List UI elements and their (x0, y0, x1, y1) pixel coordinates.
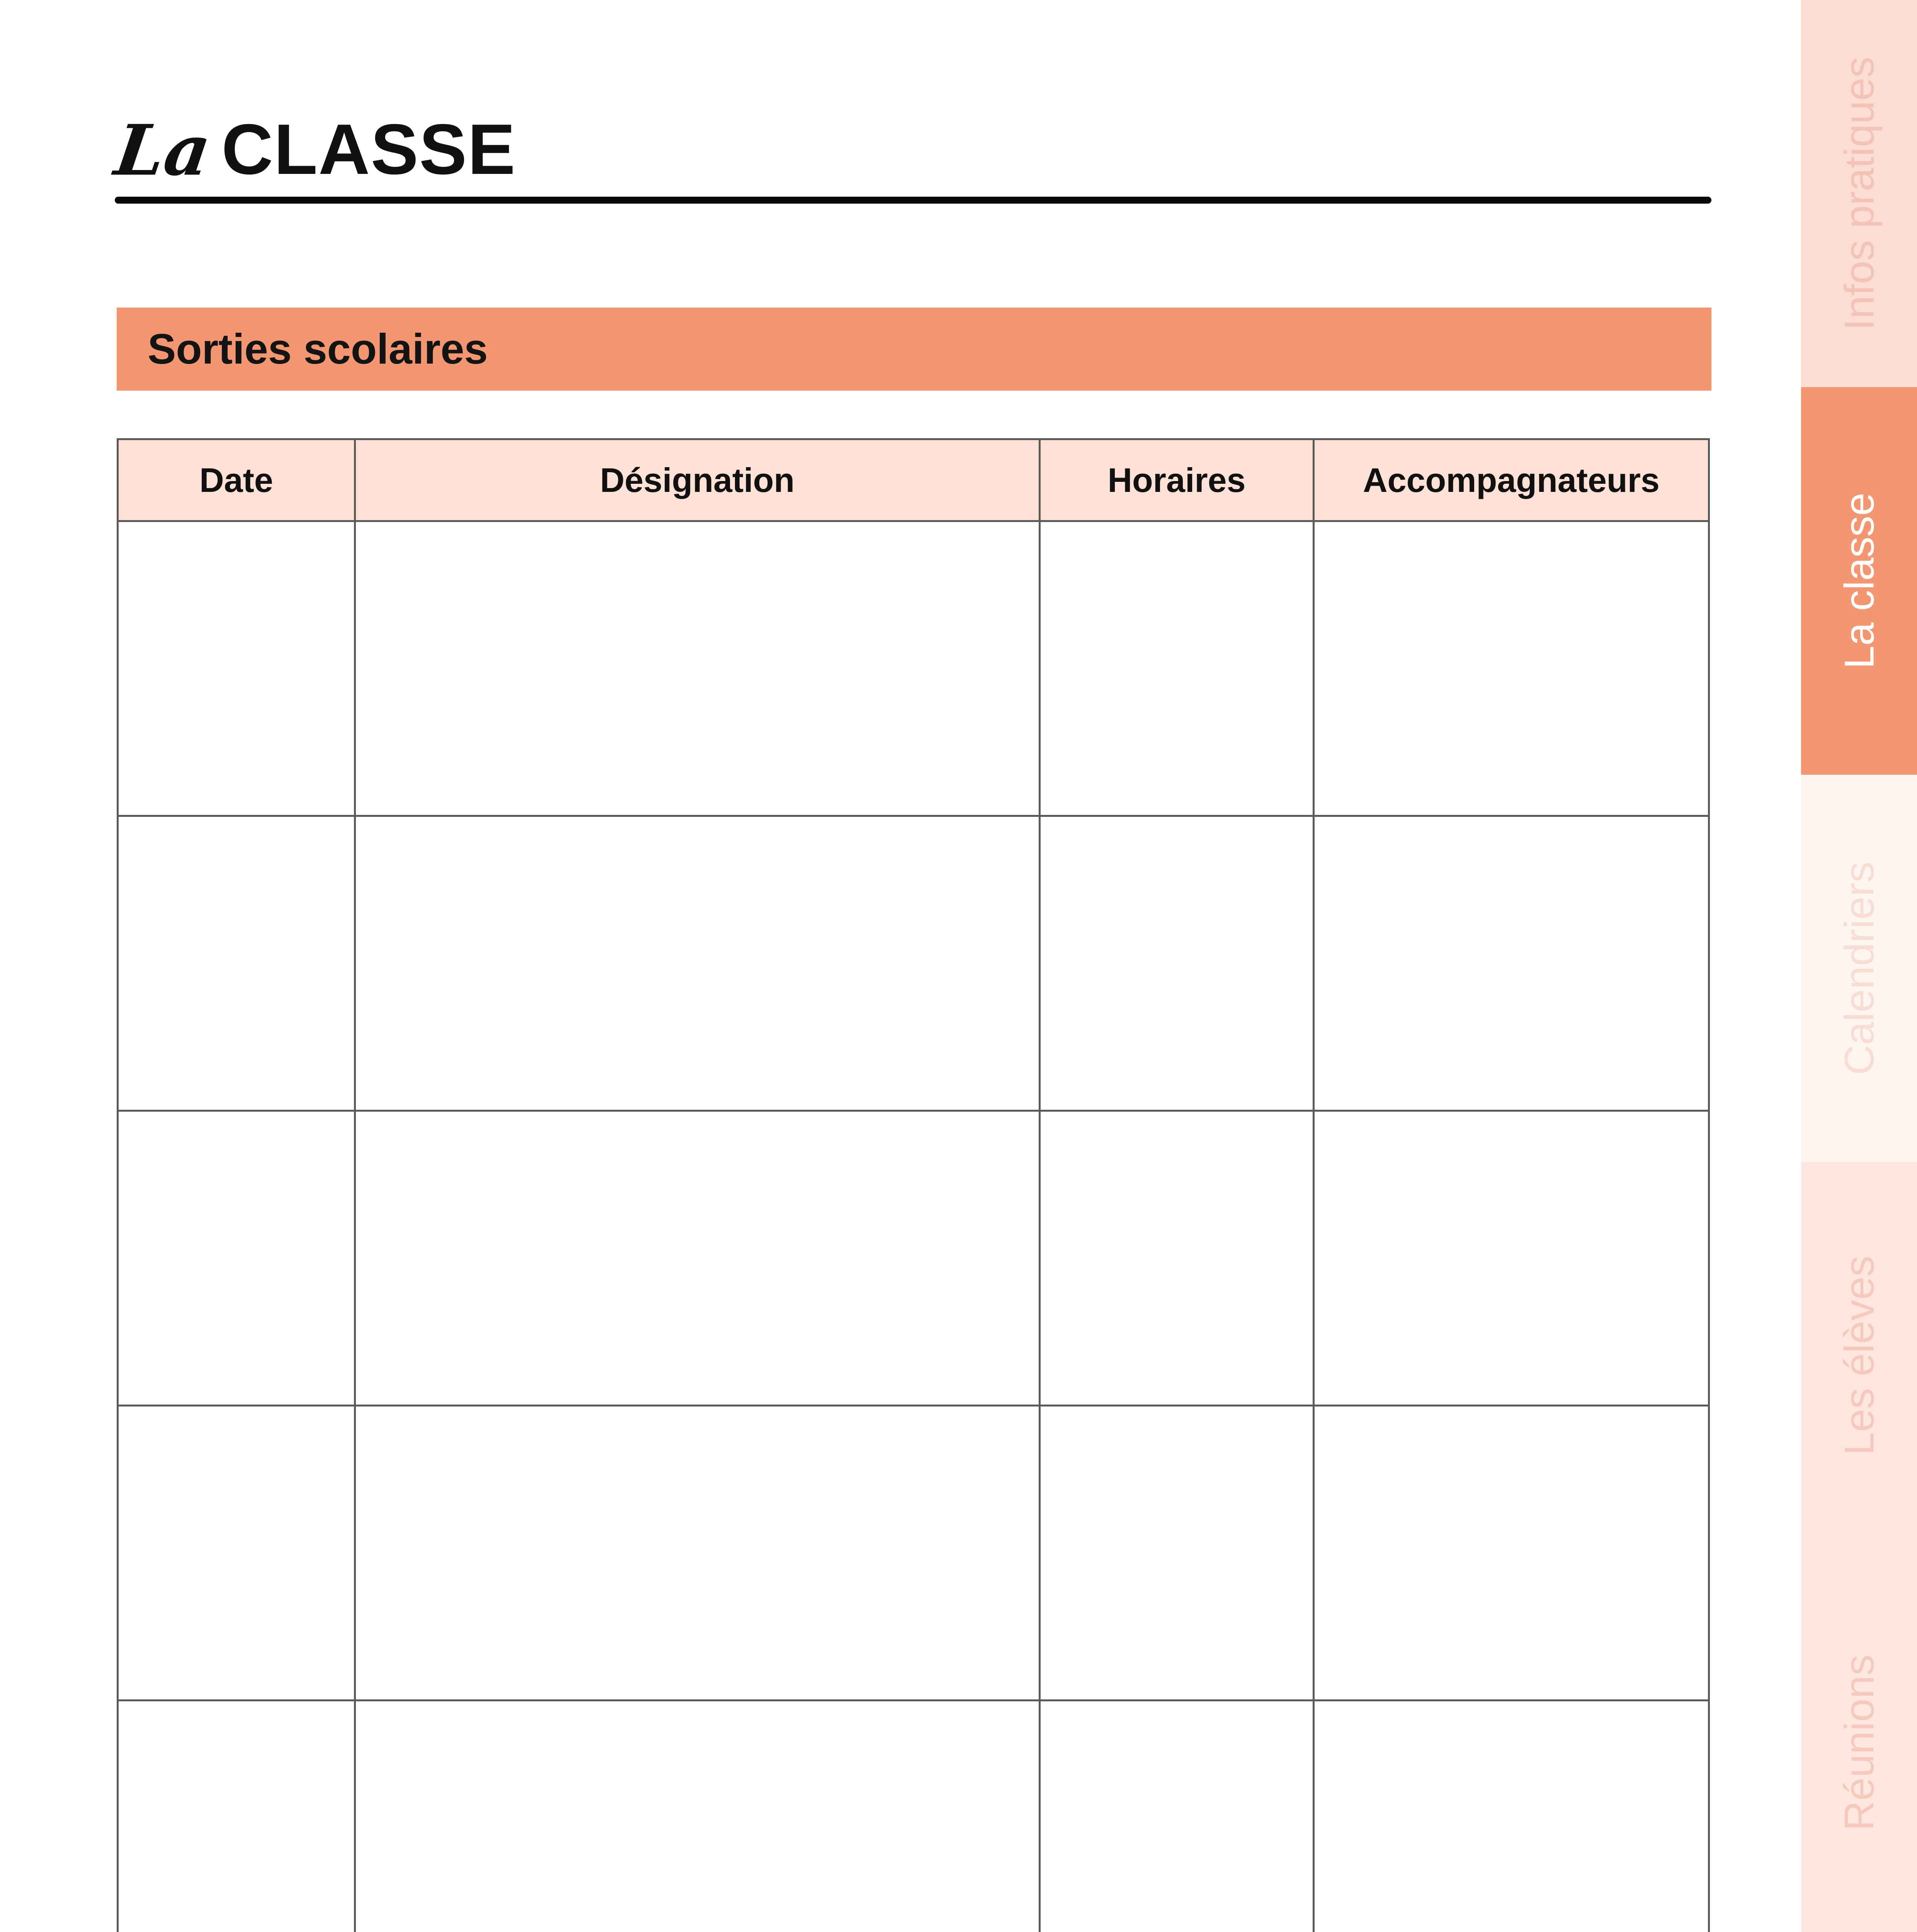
table-row (118, 521, 1709, 816)
table-header-row (118, 439, 1709, 521)
table-row (118, 816, 1709, 1111)
section-banner (117, 308, 1711, 391)
tab-la-classe[interactable] (1801, 387, 1917, 774)
tab-calendriers[interactable] (1801, 775, 1917, 1162)
horaires-cell[interactable] (1040, 1111, 1314, 1406)
column-header-designation: Désignation (355, 439, 1040, 521)
horaires-cell[interactable] (1040, 1406, 1314, 1701)
column-header-horaires: Horaires (1040, 439, 1314, 521)
accompagnateurs-cell[interactable] (1314, 1111, 1709, 1406)
accompagnateurs-cell[interactable] (1314, 1406, 1709, 1701)
section-title: Sorties scolaires (148, 325, 488, 373)
accompagnateurs-cell[interactable] (1314, 816, 1709, 1111)
tab-label: Les élèves (1835, 1255, 1883, 1456)
page-title-main: CLASSE (221, 110, 516, 189)
section-tabs (1801, 0, 1917, 1932)
tab-label: Infos pratiques (1835, 56, 1883, 331)
table-row (118, 1406, 1709, 1701)
accompagnateurs-cell[interactable] (1314, 1701, 1709, 1932)
table-row (118, 1701, 1709, 1932)
designation-cell[interactable] (355, 816, 1040, 1111)
date-cell[interactable] (118, 816, 355, 1111)
column-header-accompagnateurs: Accompagnateurs (1314, 439, 1709, 521)
designation-cell[interactable] (355, 521, 1040, 816)
tab-label: Réunions (1835, 1655, 1883, 1831)
designation-cell[interactable] (355, 1111, 1040, 1406)
tab-les-élèves[interactable] (1801, 1162, 1917, 1549)
horaires-cell[interactable] (1040, 816, 1314, 1111)
date-cell[interactable] (118, 521, 355, 816)
page-title (110, 97, 516, 191)
column-header-date: Date (118, 439, 355, 521)
date-cell[interactable] (118, 1406, 355, 1701)
horaires-cell[interactable] (1040, 1701, 1314, 1932)
tab-infos-pratiques[interactable] (1801, 0, 1917, 387)
designation-cell[interactable] (355, 1406, 1040, 1701)
accompagnateurs-cell[interactable] (1314, 521, 1709, 816)
tab-label: La classe (1835, 493, 1883, 669)
table-row (118, 1111, 1709, 1406)
date-cell[interactable] (118, 1701, 355, 1932)
designation-cell[interactable] (355, 1701, 1040, 1932)
tab-label: Calendriers (1835, 861, 1883, 1075)
tab-réunions[interactable] (1801, 1549, 1917, 1932)
title-divider (115, 197, 1711, 204)
outings-table (117, 438, 1710, 1932)
horaires-cell[interactable] (1040, 521, 1314, 816)
page-title-prefix: La (110, 110, 216, 191)
date-cell[interactable] (118, 1111, 355, 1406)
